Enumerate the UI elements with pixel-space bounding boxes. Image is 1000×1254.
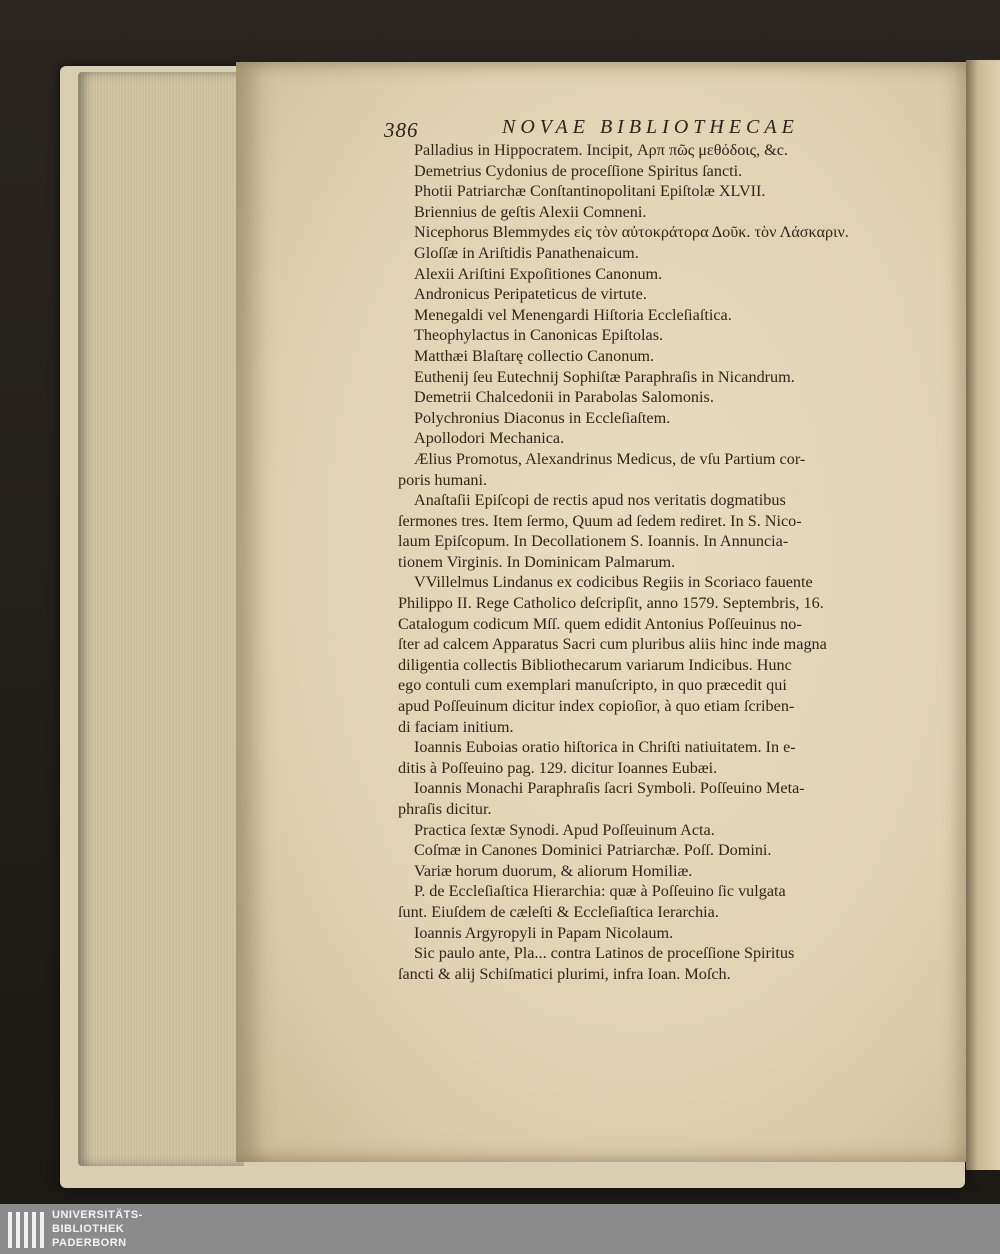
text-line: Polychronius Diaconus in Eccleſiaſtem.	[414, 408, 671, 427]
text-line: Nicephorus Blemmydes εἰς τὸν αὐτοκράτορα Δοῦκ. τὸν Λάσκαριν.	[414, 223, 849, 242]
text-line: Ioannis Argyropyli in Papam Nicolaum.	[414, 923, 674, 942]
text-line: ſermones tres. Item ſermo, Quum ad ſedem rediret. In S. Nico-	[398, 511, 802, 530]
page-number: 386	[384, 118, 419, 142]
text-line: apud Poſſeuinum dicitur index copioſior, à quo etiam ſcriben-	[398, 697, 795, 716]
text-line: Euthenij ſeu Eutechnij Sophiſtæ Paraphraſis in Nicandrum.	[414, 367, 795, 386]
text-line: Demetrii Chalcedonii in Parabolas Salomonis.	[414, 388, 714, 407]
text-line: di faciam initium.	[398, 717, 514, 736]
library-logo-icon	[6, 1210, 44, 1250]
text-line: laum Epiſcopum. In Decollationem S. Ioannis. In Annuncia-	[398, 532, 789, 551]
text-line: VVillelmus Lindanus ex codicibus Regiis in Scoriaco fauente	[414, 573, 813, 592]
running-head: NOVAE BIBLIOTHECAE	[502, 116, 799, 138]
text-line: ego contuli cum exemplari manuſcripto, in quo præcedit qui	[398, 676, 787, 695]
text-line: Matthæi Blaſtarę collectio Canonum.	[414, 346, 655, 365]
text-line: Coſmæ in Canones Dominici Patriarchæ. Poſſ. Domini.	[414, 841, 772, 860]
text-line: ſter ad calcem Apparatus Sacri cum pluribus aliis hinc inde magna	[398, 635, 827, 654]
library-footer	[0, 1204, 1000, 1254]
text-line: phraſis dicitur.	[398, 800, 492, 818]
text-line: Ioannis Euboias oratio hiſtorica in Chriſti natiuitatem. In e-	[414, 738, 796, 757]
right-page-edge	[966, 60, 1000, 1170]
text-line: Variæ horum duorum, & aliorum Homiliæ.	[414, 861, 693, 880]
text-line: Gloſſæ in Ariſtidis Panathenaicum.	[414, 243, 639, 262]
page-edges	[78, 72, 244, 1166]
text-line: poris humani.	[398, 470, 488, 489]
text-line: Ælius Promotus, Alexandrinus Medicus, de vſu Partium cor-	[414, 449, 806, 468]
text-line: Ioannis Monachi Paraphraſis ſacri Symboli. Poſſeuino Meta-	[414, 779, 805, 798]
text-line: Photii Patriarchæ Conſtantinopolitani Epiſtolæ XLVII.	[414, 182, 766, 201]
text-line: Philippo II. Rege Catholico deſcripſit, anno 1579. Septembris, 16.	[398, 594, 824, 613]
library-name-line3: PADERBORN	[52, 1237, 127, 1249]
text-line: Demetrius Cydonius de proceſſione Spiritus ſancti.	[414, 161, 743, 180]
text-line: Apollodori Mechanica.	[414, 429, 565, 448]
library-name-line2: BIBLIOTHEK	[52, 1223, 125, 1235]
page-text	[398, 140, 938, 984]
library-name	[52, 1208, 143, 1250]
text-line: ſancti & alij Schiſmatici plurimi, infra Ioan. Moſch.	[398, 964, 731, 983]
text-line: tionem Virginis. In Dominicam Palmarum.	[398, 552, 676, 571]
text-line: P. de Eccleſiaſtica Hierarchia: quæ à Poſſeuino ſic vulgata	[414, 882, 786, 901]
text-line: Catalogum codicum Mſſ. quem edidit Antonius Poſſeuinus no-	[398, 614, 802, 633]
text-line: Theophylactus in Canonicas Epiſtolas.	[414, 326, 664, 345]
text-line: Practica ſextæ Synodi. Apud Poſſeuinum Acta.	[414, 820, 715, 839]
text-line: ſunt. Eiuſdem de cæleſti & Eccleſiaſtica Ierarchia.	[398, 902, 719, 921]
text-line: Palladius in Hippocratem. Incipit, Αρπ πῶς μεθόδοις, &c.	[414, 141, 788, 159]
text-line: Briennius de geſtis Alexii Comneni.	[414, 202, 647, 221]
library-name-line1: UNIVERSITÄTS-	[52, 1209, 143, 1221]
text-line: Andronicus Peripateticus de virtute.	[414, 285, 647, 304]
text-line: Alexii Ariſtini Expoſitiones Canonum.	[414, 264, 663, 283]
text-line: Anaſtaſii Epiſcopi de rectis apud nos veritatis dogmatibus	[414, 491, 786, 510]
text-line: Sic paulo ante, Pla... contra Latinos de proceſſione Spiritus	[414, 944, 795, 963]
text-line: Menegaldi vel Menengardi Hiſtoria Eccleſiaſtica.	[414, 305, 732, 324]
text-line: diligentia collectis Bibliothecarum variarum Indicibus. Hunc	[398, 655, 792, 674]
text-line: ditis à Poſſeuino pag. 129. dicitur Ioannes Eubæi.	[398, 758, 718, 777]
